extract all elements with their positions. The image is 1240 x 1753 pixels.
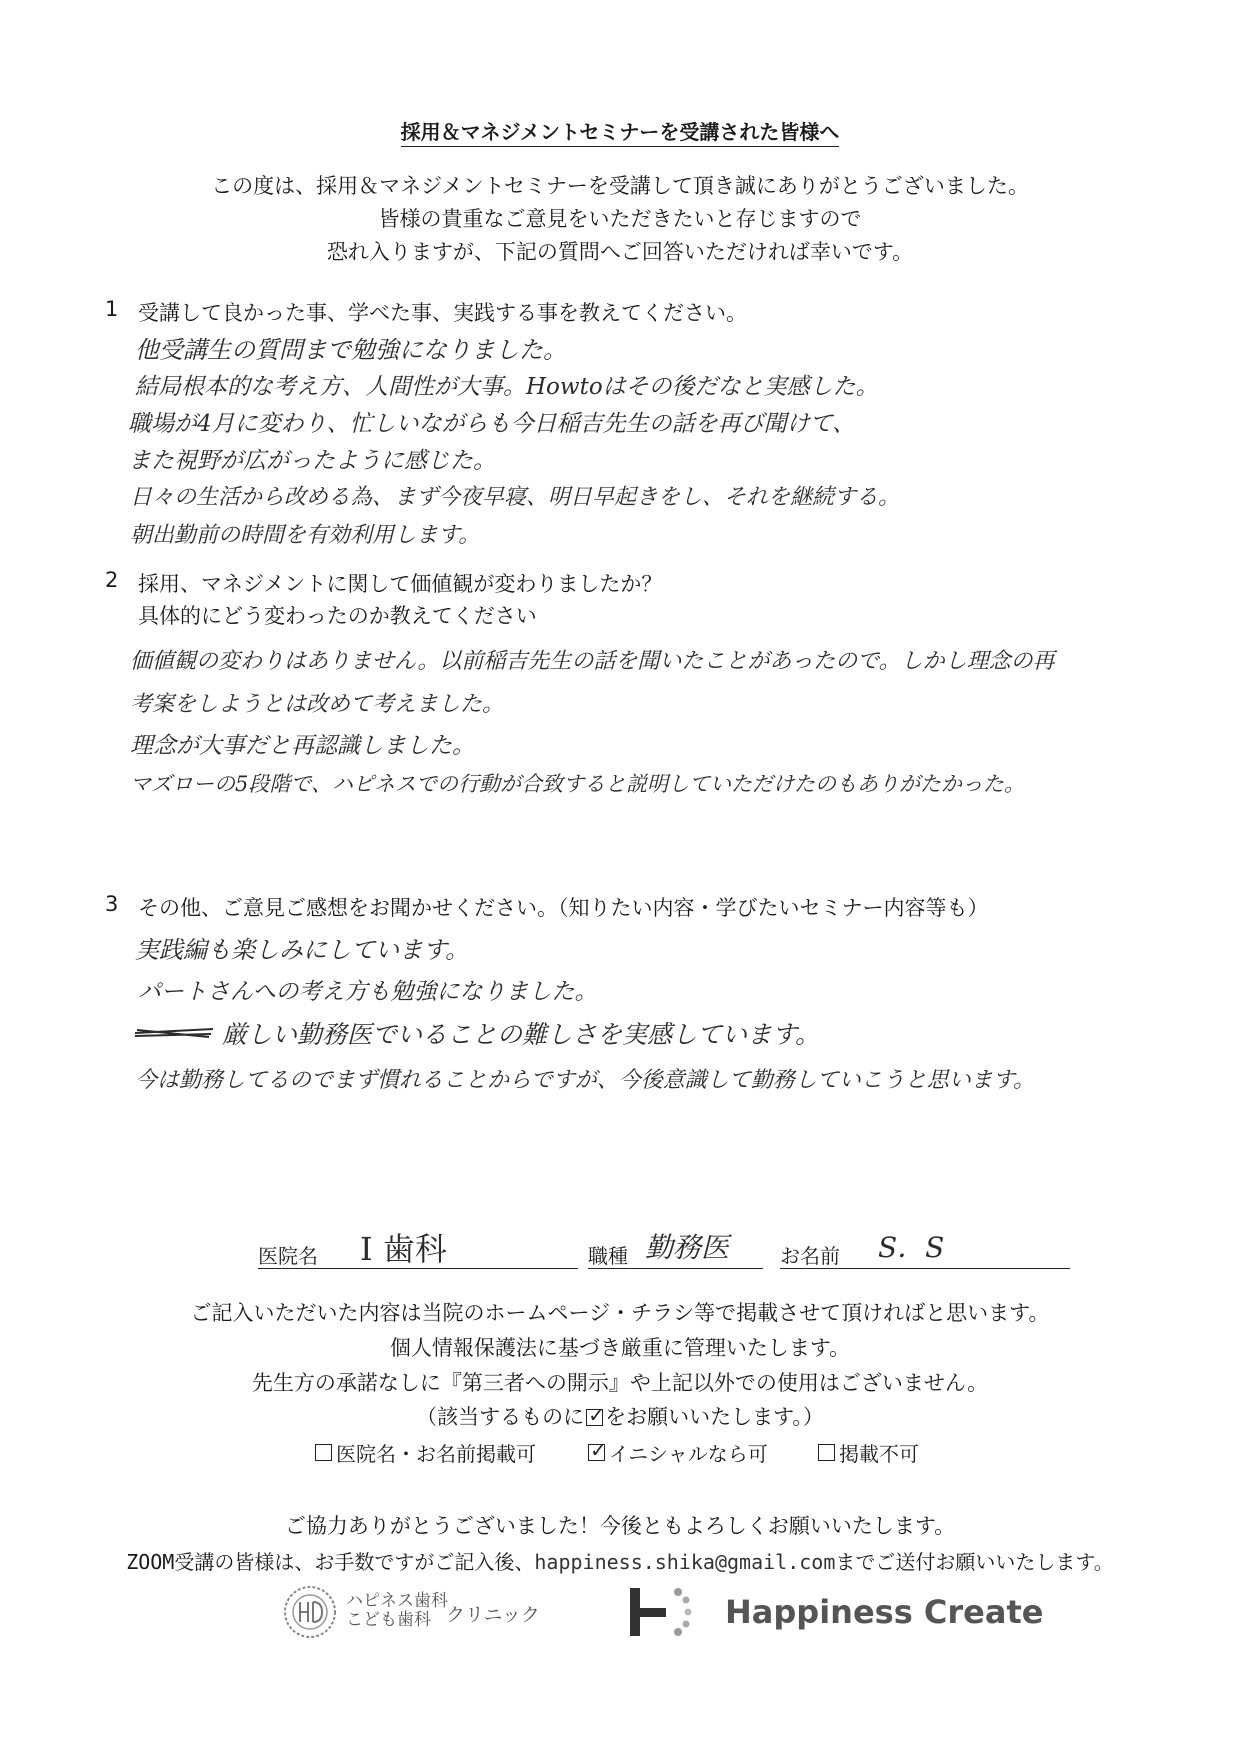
question-2-number: 2 xyxy=(105,568,119,592)
intro-line-3: 恐れ入りますが、下記の質問へご回答いただければ幸いです。 xyxy=(326,240,914,264)
name-underline xyxy=(780,1268,1070,1269)
answer-3-line-2: パートさんへの考え方も勉強になりました。 xyxy=(138,979,598,1005)
answer-3-line-3: 厳しい勤務医でいることの難しさを実感しています。 xyxy=(222,1020,821,1049)
answer-3-line-4: 今は勤務してるのでまず慣れることからですが、今後意識して勤務していこうと思います。 xyxy=(135,1068,1036,1093)
option-name-ok[interactable] xyxy=(315,1438,536,1467)
option-initials-ok-label: イニシャルなら可 xyxy=(609,1442,768,1466)
answer-1-line-4: また視野が広がったように感じた。 xyxy=(128,448,496,474)
email-link[interactable]: happiness.shika@gmail.com xyxy=(534,1550,836,1574)
option-initials-ok-checkbox[interactable] xyxy=(588,1444,605,1461)
happiness-create-emblem xyxy=(628,1584,708,1640)
page-title: 採用＆マネジメントセミナーを受講された皆様へ xyxy=(0,116,1240,145)
question-3-text: その他、ご意見ご感想をお聞かせください。（知りたい内容・学びたいセミナー内容等も） xyxy=(138,896,989,920)
intro-line-1: この度は、採用＆マネジメントセミナーを受講して頂き誠にありがとうございました。 xyxy=(211,174,1029,198)
answer-2-line-1: 価値観の変わりはありません。以前稲吉先生の話を聞いたことがあったので。しかし理念の再考案をしようとは改めて考えました。 xyxy=(130,649,1055,717)
job-underline xyxy=(588,1268,763,1269)
scribbled-out-word xyxy=(133,1023,215,1041)
thanks-text: ご協力ありがとうございました！今後ともよろしくお願いいたします。 xyxy=(284,1514,956,1538)
intro-line-2: 皆様の貴重なご意見をいただきたいと存じますので xyxy=(378,207,862,231)
zoom-instruction xyxy=(0,1546,1240,1575)
happiness-create-wordmark: Happiness Create xyxy=(725,1593,1044,1631)
option-no-publish[interactable] xyxy=(818,1438,919,1467)
answer-2-line-3: マズローの5段階で、ハピネスでの行動が合致すると説明していただけたのもありがたかった。 xyxy=(130,772,1025,796)
answer-1-line-5: 日々の生活から改める為、まず今夜早寝、明日早起きをし、それを継続する。 xyxy=(130,485,901,510)
clinic-name-value: I 歯科 xyxy=(360,1230,447,1268)
option-name-ok-checkbox[interactable] xyxy=(315,1444,332,1461)
answer-1-line-2: 結局根本的な考え方、人間性が大事。Howtoはその後だなと実感した。 xyxy=(135,374,879,400)
answer-1-line-3: 職場が4月に変わり、忙しいながらも今日稲吉先生の話を再び聞けて、 xyxy=(128,411,856,437)
clinic-name-underline xyxy=(258,1268,578,1269)
option-name-ok-label: 医院名・お名前掲載可 xyxy=(336,1442,536,1466)
question-1-number: 1 xyxy=(105,297,119,321)
check-instruction-before: （該当するものに xyxy=(416,1405,585,1429)
question-2-text: 採用、マネジメントに関して価値観が変わりましたか？ xyxy=(138,572,663,596)
option-no-publish-label: 掲載不可 xyxy=(839,1442,919,1466)
name-label: お名前 xyxy=(780,1244,840,1268)
clinic-name-label: 医院名 xyxy=(258,1244,318,1268)
name-value: S．S xyxy=(878,1231,945,1264)
check-sample-box xyxy=(586,1409,603,1426)
clinic-logo-line-1: ハピネス歯科 xyxy=(346,1591,448,1611)
answer-2-line-2: 理念が大事だと再認識しました。 xyxy=(130,733,475,759)
clinic-logo-icon xyxy=(282,1584,338,1640)
happiness-create-icon xyxy=(628,1584,708,1640)
zoom-suffix: までご送付お願いいたします。 xyxy=(835,1550,1114,1574)
job-value: 勤務医 xyxy=(645,1231,730,1264)
clinic-logo-line-2: こども歯科 xyxy=(346,1610,431,1630)
scribble-mark xyxy=(133,1023,215,1041)
clinic-logo-emblem xyxy=(282,1584,338,1640)
clinic-logo-text xyxy=(346,1592,448,1630)
check-instruction xyxy=(0,1401,1240,1431)
zoom-prefix: ZOOM受講の皆様は、お手数ですがご記入後、 xyxy=(126,1550,535,1574)
question-2-subtext: 具体的にどう変わったのか教えてください xyxy=(138,604,537,628)
notice-line-3: 先生方の承諾なしに『第三者への開示』や上記以外での使用はございません。 xyxy=(251,1371,989,1395)
question-1-text: 受講して良かった事、学べた事、実践する事を教えてください。 xyxy=(138,301,747,325)
notice-line-1: ご記入いただいた内容は当院のホームページ・チラシ等で掲載させて頂ければと思います。 xyxy=(190,1301,1050,1325)
answer-3-line-1: 実践編も楽しみにしています。 xyxy=(135,936,470,964)
notice-line-2: 個人情報保護法に基づき厳重に管理いたします。 xyxy=(389,1336,851,1360)
question-3-number: 3 xyxy=(105,892,119,916)
clinic-logo-suffix: クリニック xyxy=(446,1604,540,1626)
option-initials-ok[interactable] xyxy=(588,1438,768,1467)
job-label: 職種 xyxy=(588,1244,628,1268)
answer-1-line-1: 他受講生の質問まで勉強になりました。 xyxy=(135,336,567,364)
option-no-publish-checkbox[interactable] xyxy=(818,1444,835,1461)
answer-1-line-6: 朝出勤前の時間を有効利用します。 xyxy=(130,523,481,548)
check-instruction-after: をお願いいたします。） xyxy=(605,1405,824,1429)
